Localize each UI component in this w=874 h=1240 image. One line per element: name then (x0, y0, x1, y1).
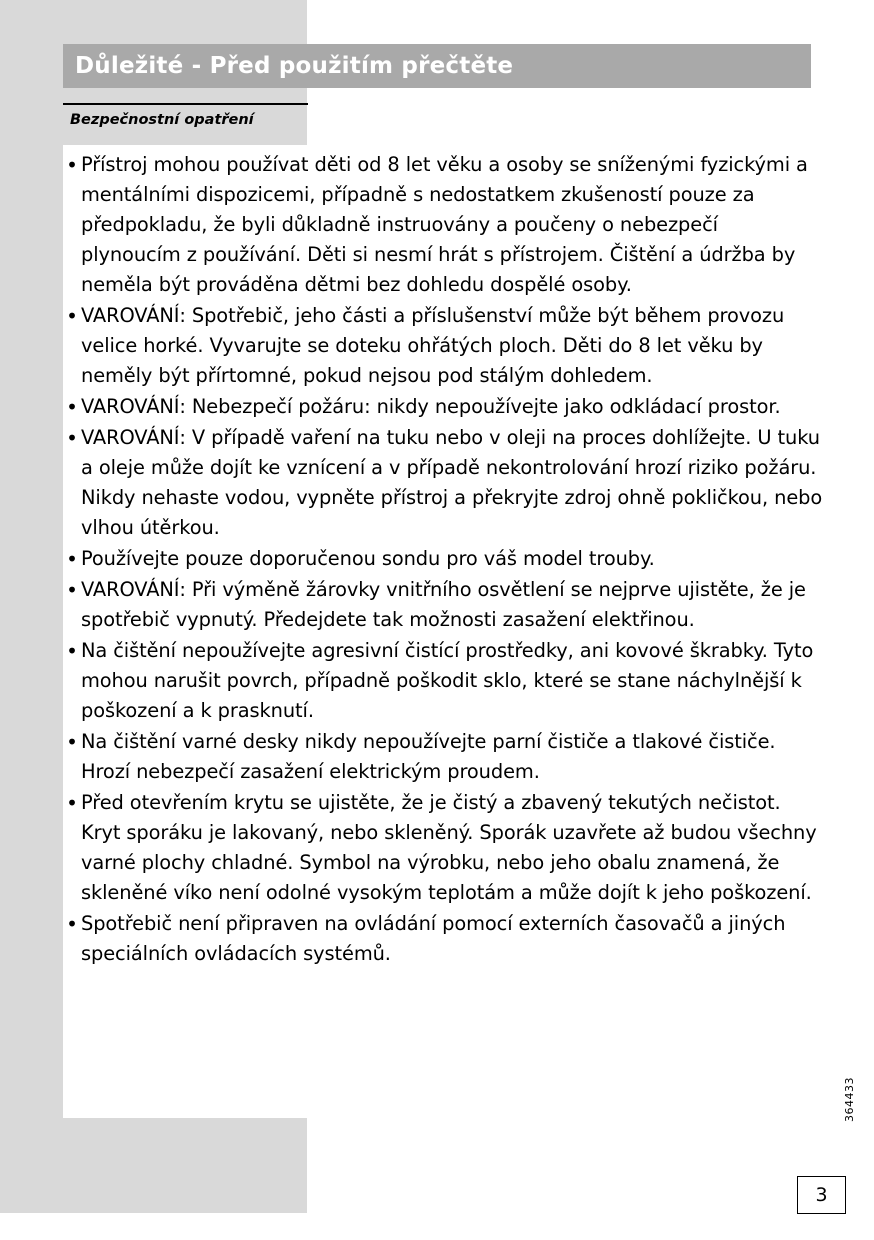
list-item-text: VAROVÁNÍ: Spotřebič, jeho části a příslušenství může být během provozu velice horké. Vyvarujte se doteku ohřátých ploch. Děti do 8 let věku by neměly být přírtomné, pokud nejsou pod stálým dohledem. (81, 304, 785, 387)
bullet-dot-icon: • (66, 153, 78, 177)
list-item (63, 544, 823, 574)
bullet-dot-icon: • (66, 304, 78, 328)
list-item-text: Používejte pouze doporučenou sondu pro váš model trouby. (81, 547, 655, 570)
list-item (63, 909, 823, 969)
list-item (63, 575, 823, 635)
document-code: 364433 (843, 1077, 856, 1122)
page-title: Důležité - Před použitím přečtěte (75, 53, 514, 79)
list-item-text: Přístroj mohou používat děti od 8 let věku a osoby se sníženými fyzickými a mentálními dispozicemi, případně s nedostatkem zkušeností pouze za předpokladu, že byli důkladně instruovány a poučeny o nebezpečí plynoucím z používání. Děti si nesmí hrát s přístrojem. Čištění a údržba by neměla být prováděna dětmi bez dohledu dospělé osoby. (81, 153, 808, 296)
list-item-text: Před otevřením krytu se ujistěte, že je čistý a zbavený tekutých nečistot. Kryt sporáku je lakovaný, nebo skleněný. Sporák uzavřete až budou všechny varné plochy chladné. Symbol na výrobku, nebo jeho obalu znamená, že skleněné víko není odolné vysokým teplotám a může dojít k jeho poškození. (81, 791, 817, 904)
bullet-dot-icon: • (66, 730, 78, 754)
bullet-dot-icon: • (66, 547, 78, 571)
list-item (63, 301, 823, 391)
section-header-bar (63, 44, 811, 88)
list-item (63, 727, 823, 787)
list-item (63, 392, 823, 422)
list-item-text: Na čištění varné desky nikdy nepoužívejte parní čističe a tlakové čističe. Hrozí nebezpečí zasažení elektrickým proudem. (81, 730, 776, 783)
list-item-text: Spotřebič není připraven na ovládání pomocí externích časovačů a jiných speciálních ovládacích systémů. (81, 912, 786, 965)
list-item-text: VAROVÁNÍ: Nebezpečí požáru: nikdy nepoužívejte jako odkládací prostor. (81, 395, 781, 418)
subheading-label: Bezpečnostní opatření (70, 112, 254, 128)
list-item-text: Na čištění nepoužívejte agresivní čistící prostředky, ani kovové škrabky. Tyto mohou narušit povrch, případně poškodit sklo, které se stane náchylnější k poškození a k prasknutí. (81, 639, 814, 722)
safety-bullet-list (63, 150, 823, 970)
subheading-block (63, 103, 308, 128)
page-number-box (797, 1176, 846, 1214)
bullet-dot-icon: • (66, 791, 78, 815)
bullet-dot-icon: • (66, 639, 78, 663)
list-item (63, 423, 823, 543)
subheading-rule (63, 103, 308, 105)
list-item-text: VAROVÁNÍ: Při výměně žárovky vnitřního osvětlení se nejprve ujistěte, že je spotřebič vypnutý. Předejdete tak možnosti zasažení elektřinou. (81, 578, 806, 631)
bullet-dot-icon: • (66, 912, 78, 936)
list-item (63, 636, 823, 726)
list-item (63, 788, 823, 908)
bullet-dot-icon: • (66, 578, 78, 602)
page-number: 3 (815, 1184, 828, 1206)
list-item (63, 150, 823, 300)
bullet-dot-icon: • (66, 395, 78, 419)
list-item-text: VAROVÁNÍ: V případě vaření na tuku nebo v oleji na proces dohlížejte. U tuku a oleje může dojít ke vznícení a v případě nekontrolování hrozí riziko požáru. Nikdy nehaste vodou, vypněte přístroj a překryjte zdroj ohně pokličkou, nebo vlhou útěrkou. (81, 426, 823, 539)
bullet-dot-icon: • (66, 426, 78, 450)
